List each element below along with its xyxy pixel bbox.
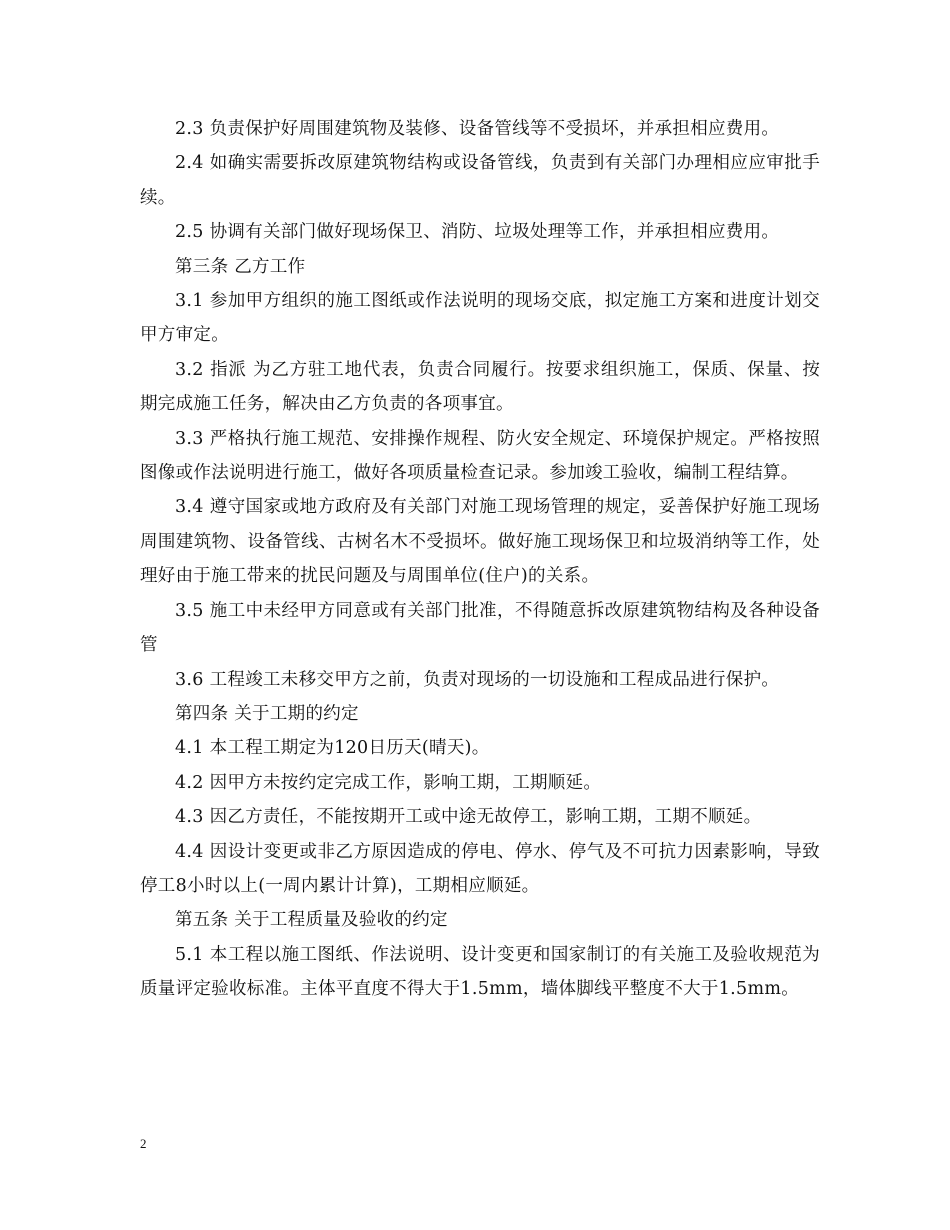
clause-2-5: 2.5 协调有关部门做好现场保卫、消防、垃圾处理等工作，并承担相应费用。 bbox=[175, 222, 780, 243]
clause-2-3: 2.3 负责保护好周围建筑物及装修、设备管线等不受损坏，并承担相应费用。 bbox=[175, 119, 780, 139]
clause-4-4: 4.4 因设计变更或非乙方原因造成的停电、停水、停气及不可抗力因素影响，导致停工8小时以上(一周内累计计算)，工期相应顺延。 bbox=[140, 841, 820, 896]
article-3-heading: 第三条 乙方工作 bbox=[175, 256, 306, 277]
clause-3-6: 3.6 工程竣工未移交甲方之前，负责对现场的一切设施和工程成品进行保护。 bbox=[175, 669, 780, 690]
clause-3-3: 3.3 严格执行施工规范、安排操作规程、防火安全规定、环境保护规定。严格按照图像或作法说明进行施工，做好各项质量检查记录。参加竣工验收，编制工程结算。 bbox=[140, 428, 820, 484]
clause-4-3: 4.3 因乙方责任，不能按期开工或中途无故停工，影响工期，工期不顺延。 bbox=[175, 807, 762, 828]
clause-3-2: 3.2 指派 为乙方驻工地代表，负责合同履行。按要求组织施工，保质、保量、按期完成施工任务，解决由乙方负责的各项事宜。 bbox=[140, 359, 820, 415]
clause-4-2: 4.2 因甲方未按约定完成工作，影响工期，工期顺延。 bbox=[175, 772, 602, 793]
article-5-heading: 第五条 关于工程质量及验收的约定 bbox=[175, 910, 448, 931]
clause-5-1: 5.1 本工程以施工图纸、作法说明、设计变更和国家制订的有关施工及验收规范为质量评定验收标准。主体平直度不得大于1.5mm，墙体脚线平整度不大于1.5mm。 bbox=[140, 944, 820, 1000]
clause-3-1: 3.1 参加甲方组织的施工图纸或作法说明的现场交底，拟定施工方案和进度计划交甲方审定。 bbox=[140, 291, 820, 346]
clause-3-5: 3.5 施工中未经甲方同意或有关部门批准，不得随意拆改原建筑物结构及各种设备管 bbox=[140, 600, 820, 656]
article-4-heading: 第四条 关于工期的约定 bbox=[175, 703, 359, 724]
page-number: 2 bbox=[140, 1136, 147, 1151]
clause-4-1: 4.1 本工程工期定为120日历天(晴天)。 bbox=[175, 738, 490, 759]
clause-2-4: 2.4 如确实需要拆改原建筑物结构或设备管线，负责到有关部门办理相应应审批手续。 bbox=[140, 153, 820, 208]
document-body bbox=[140, 112, 820, 1007]
clause-3-4: 3.4 遵守国家或地方政府及有关部门对施工现场管理的规定，妥善保护好施工现场周围建筑物、设备管线、古树名木不受损坏。做好施工现场保卫和垃圾消纳等工作，处理好由于施工带来的扰民问题及与周围单位(住户)的关系。 bbox=[140, 497, 820, 587]
